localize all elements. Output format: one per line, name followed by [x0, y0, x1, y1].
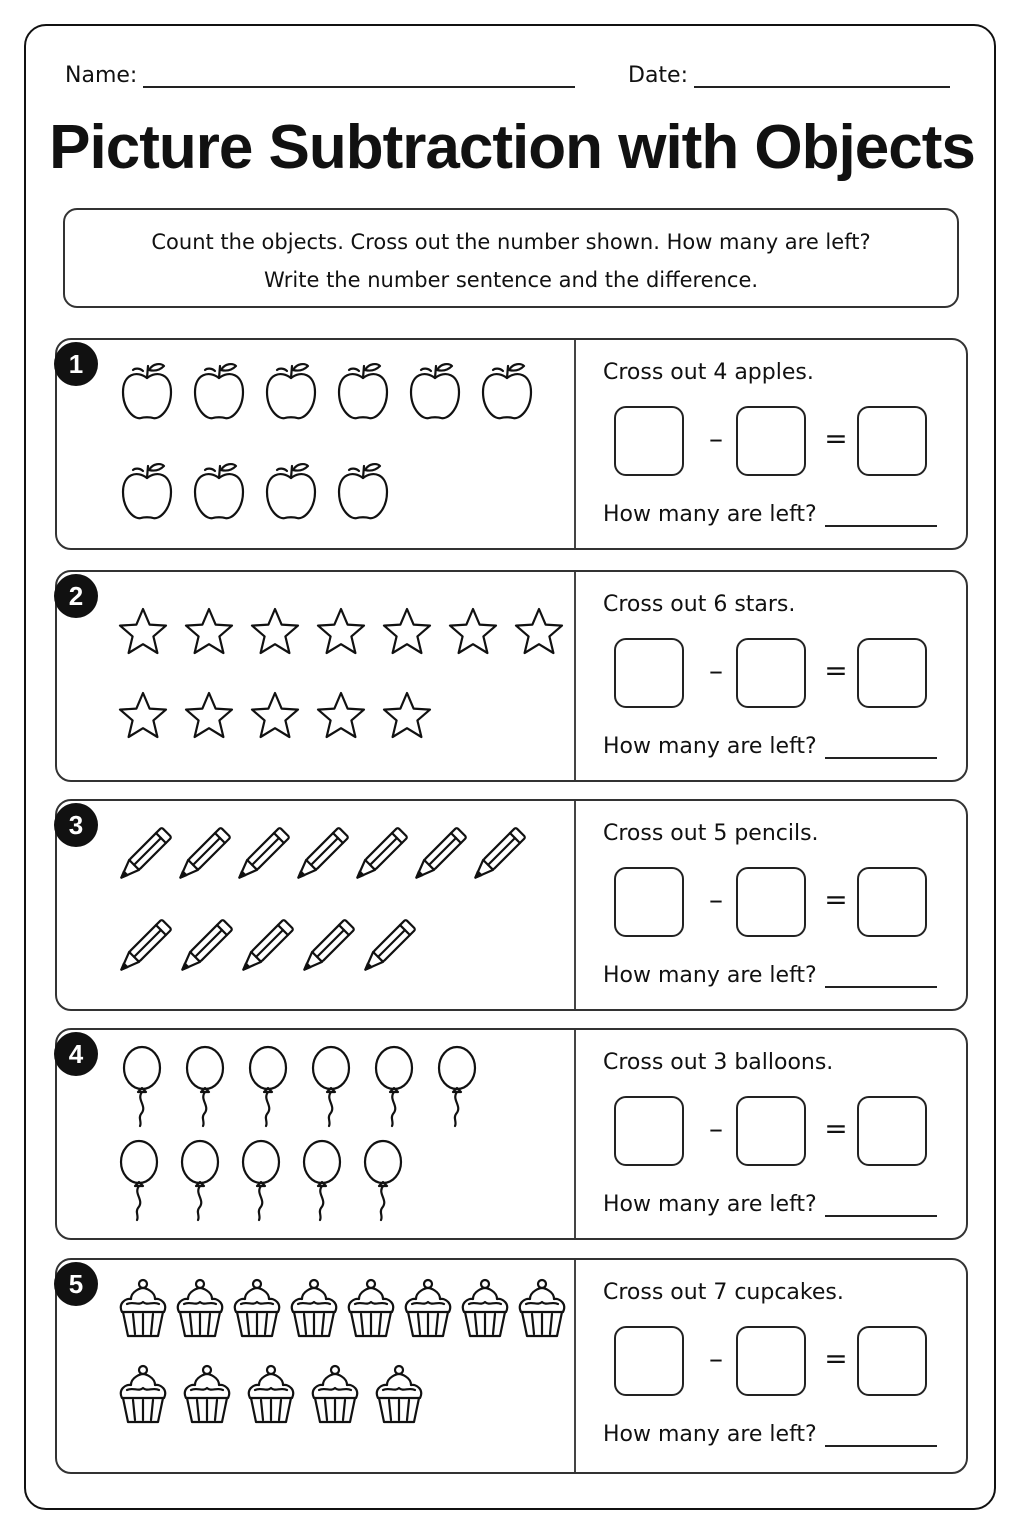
star-icon[interactable] — [315, 690, 367, 742]
difference-box[interactable] — [857, 406, 927, 476]
problem-number-badge: 5 — [54, 1262, 98, 1306]
equals-sign: = — [824, 883, 848, 916]
divider — [574, 340, 576, 548]
difference-box[interactable] — [857, 1326, 927, 1396]
number-sentence — [610, 638, 930, 710]
cupcake-icon[interactable] — [309, 1364, 361, 1426]
how-many-left-label: How many are left? — [603, 963, 817, 988]
problem-4 — [55, 1028, 968, 1240]
pencil-icon[interactable] — [174, 911, 236, 983]
balloon-icon[interactable] — [183, 1046, 227, 1128]
equals-sign: = — [824, 654, 848, 687]
star-icon[interactable] — [117, 690, 169, 742]
minuend-box[interactable] — [614, 1326, 684, 1396]
divider — [574, 1030, 576, 1238]
problem-prompt: Cross out 7 cupcakes. — [603, 1280, 844, 1305]
cupcake-icon[interactable] — [288, 1278, 340, 1340]
pencil-icon[interactable] — [113, 911, 175, 983]
apple-icon[interactable] — [191, 460, 247, 522]
answer-blank[interactable] — [825, 505, 937, 527]
date-field — [628, 62, 950, 88]
answer-blank[interactable] — [825, 966, 937, 988]
minus-sign: – — [709, 1112, 723, 1145]
date-label: Date: — [628, 63, 688, 88]
object-area — [57, 801, 574, 1009]
problem-number-badge: 3 — [54, 803, 98, 847]
pencil-icon[interactable] — [113, 819, 175, 891]
star-icon[interactable] — [513, 606, 565, 658]
cupcake-icon[interactable] — [117, 1278, 169, 1340]
balloon-icon[interactable] — [178, 1140, 222, 1222]
star-icon[interactable] — [447, 606, 499, 658]
cupcake-icon[interactable] — [516, 1278, 568, 1340]
balloon-icon[interactable] — [300, 1140, 344, 1222]
star-icon[interactable] — [249, 690, 301, 742]
difference-box[interactable] — [857, 1096, 927, 1166]
how-many-left — [603, 734, 937, 759]
apple-icon[interactable] — [479, 360, 535, 422]
minus-sign: – — [709, 654, 723, 687]
star-icon[interactable] — [183, 690, 235, 742]
subtrahend-box[interactable] — [736, 406, 806, 476]
subtrahend-box[interactable] — [736, 638, 806, 708]
cupcake-icon[interactable] — [181, 1364, 233, 1426]
problem-1 — [55, 338, 968, 550]
answer-blank[interactable] — [825, 1195, 937, 1217]
star-icon[interactable] — [315, 606, 367, 658]
name-blank[interactable] — [143, 62, 575, 88]
instructions-line-2: Write the number sentence and the difference. — [263, 268, 759, 292]
star-icon[interactable] — [381, 606, 433, 658]
balloon-icon[interactable] — [309, 1046, 353, 1128]
problem-number-badge: 1 — [54, 342, 98, 386]
how-many-left — [603, 502, 937, 527]
how-many-left-label: How many are left? — [603, 1192, 817, 1217]
apple-icon[interactable] — [263, 360, 319, 422]
name-field — [65, 62, 575, 88]
minus-sign: – — [709, 422, 723, 455]
how-many-left-label: How many are left? — [603, 1422, 817, 1447]
how-many-left-label: How many are left? — [603, 734, 817, 759]
minuend-box[interactable] — [614, 867, 684, 937]
star-icon[interactable] — [117, 606, 169, 658]
answer-blank[interactable] — [825, 737, 937, 759]
cupcake-icon[interactable] — [373, 1364, 425, 1426]
page-title: Picture Subtraction with Objects — [49, 113, 975, 182]
divider — [574, 572, 576, 780]
divider — [574, 801, 576, 1009]
object-area — [57, 340, 574, 548]
minus-sign: – — [709, 883, 723, 916]
star-icon[interactable] — [249, 606, 301, 658]
subtrahend-box[interactable] — [736, 867, 806, 937]
number-sentence — [610, 1326, 930, 1398]
answer-blank[interactable] — [825, 1425, 937, 1447]
pencil-icon[interactable] — [235, 911, 297, 983]
how-many-left — [603, 963, 937, 988]
pencil-icon[interactable] — [408, 819, 470, 891]
cupcake-icon[interactable] — [231, 1278, 283, 1340]
number-sentence — [610, 1096, 930, 1168]
cupcake-icon[interactable] — [402, 1278, 454, 1340]
subtrahend-box[interactable] — [736, 1326, 806, 1396]
cupcake-icon[interactable] — [345, 1278, 397, 1340]
cupcake-icon[interactable] — [245, 1364, 297, 1426]
apple-icon[interactable] — [263, 460, 319, 522]
problem-prompt: Cross out 5 pencils. — [603, 821, 819, 846]
apple-icon[interactable] — [191, 360, 247, 422]
how-many-left — [603, 1192, 937, 1217]
cupcake-icon[interactable] — [174, 1278, 226, 1340]
apple-icon[interactable] — [335, 460, 391, 522]
problem-prompt: Cross out 4 apples. — [603, 360, 814, 385]
pencil-icon[interactable] — [349, 819, 411, 891]
star-icon[interactable] — [183, 606, 235, 658]
instructions-box — [63, 208, 959, 308]
problem-number-badge: 2 — [54, 574, 98, 618]
equals-sign: = — [824, 1342, 848, 1375]
name-label: Name: — [65, 63, 138, 88]
difference-box[interactable] — [857, 638, 927, 708]
balloon-icon[interactable] — [120, 1046, 164, 1128]
apple-icon[interactable] — [119, 360, 175, 422]
problem-2 — [55, 570, 968, 782]
balloon-icon[interactable] — [239, 1140, 283, 1222]
pencil-icon[interactable] — [467, 819, 529, 891]
object-area — [57, 1260, 574, 1472]
problem-prompt: Cross out 3 balloons. — [603, 1050, 834, 1075]
problem-3 — [55, 799, 968, 1011]
object-area — [57, 572, 574, 780]
balloon-icon[interactable] — [361, 1140, 405, 1222]
balloon-icon[interactable] — [372, 1046, 416, 1128]
how-many-left — [603, 1422, 937, 1447]
star-icon[interactable] — [381, 690, 433, 742]
pencil-icon[interactable] — [357, 911, 419, 983]
minus-sign: – — [709, 1342, 723, 1375]
cupcake-icon[interactable] — [117, 1364, 169, 1426]
instructions-line-1: Count the objects. Cross out the number shown. How many are left? — [151, 230, 871, 254]
cupcake-icon[interactable] — [459, 1278, 511, 1340]
balloon-icon[interactable] — [435, 1046, 479, 1128]
number-sentence — [610, 406, 930, 478]
divider — [574, 1260, 576, 1472]
apple-icon[interactable] — [335, 360, 391, 422]
equals-sign: = — [824, 1112, 848, 1145]
pencil-icon[interactable] — [231, 819, 293, 891]
problem-5 — [55, 1258, 968, 1474]
equals-sign: = — [824, 422, 848, 455]
minuend-box[interactable] — [614, 406, 684, 476]
problem-number-badge: 4 — [54, 1032, 98, 1076]
number-sentence — [610, 867, 930, 939]
minuend-box[interactable] — [614, 1096, 684, 1166]
pencil-icon[interactable] — [290, 819, 352, 891]
object-area — [57, 1030, 574, 1238]
pencil-icon[interactable] — [172, 819, 234, 891]
balloon-icon[interactable] — [246, 1046, 290, 1128]
apple-icon[interactable] — [119, 460, 175, 522]
problem-prompt: Cross out 6 stars. — [603, 592, 796, 617]
difference-box[interactable] — [857, 867, 927, 937]
minuend-box[interactable] — [614, 638, 684, 708]
subtrahend-box[interactable] — [736, 1096, 806, 1166]
apple-icon[interactable] — [407, 360, 463, 422]
pencil-icon[interactable] — [296, 911, 358, 983]
how-many-left-label: How many are left? — [603, 502, 817, 527]
balloon-icon[interactable] — [117, 1140, 161, 1222]
date-blank[interactable] — [694, 62, 950, 88]
